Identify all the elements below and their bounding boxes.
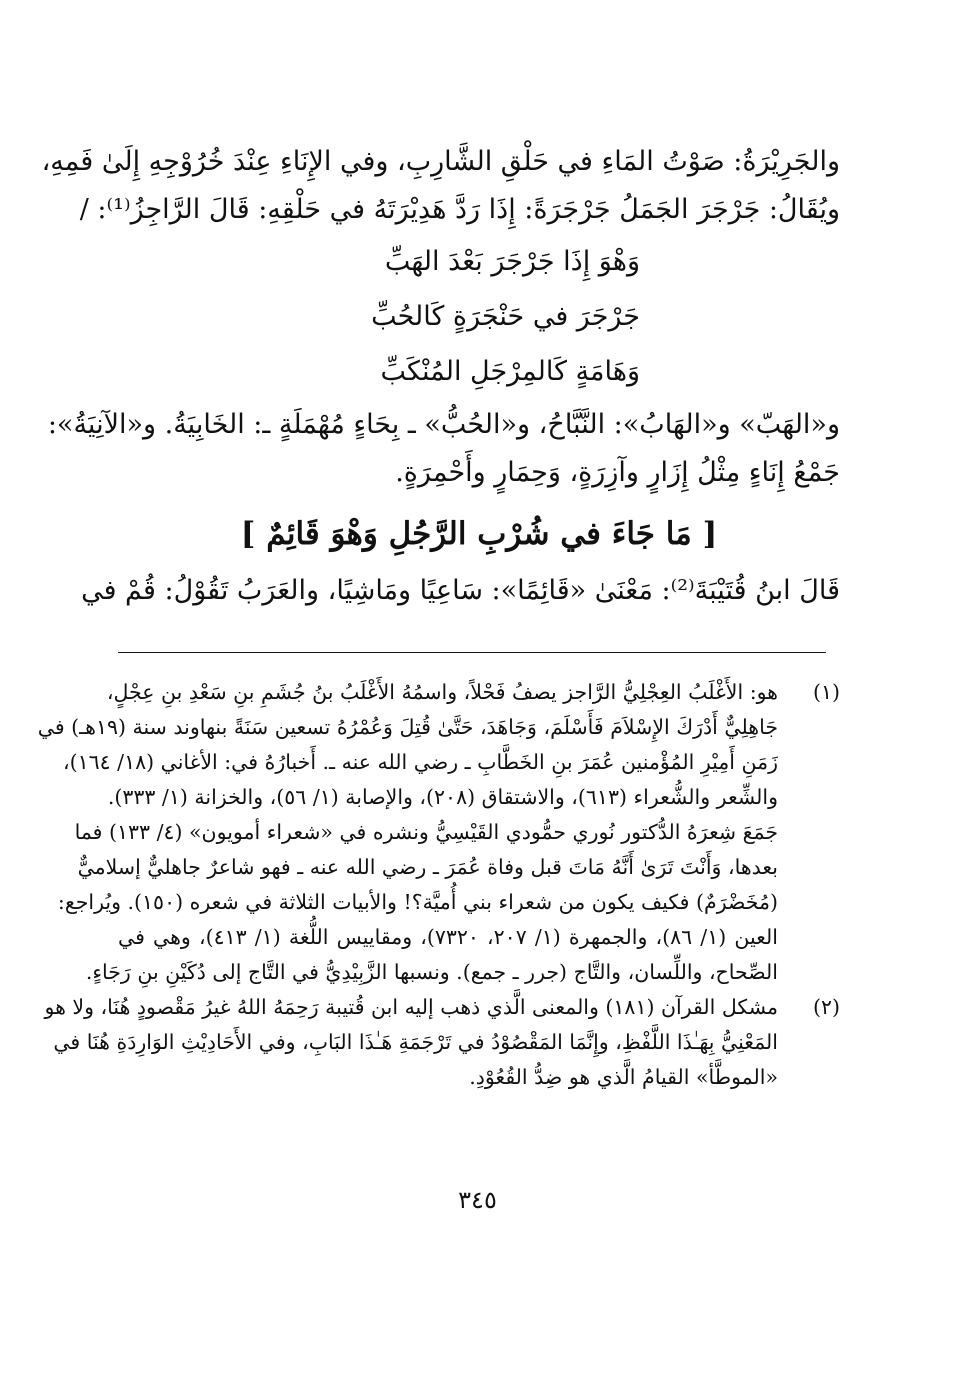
footnote-line: الصِّحاح، واللِّسان، والتَّاج (جرر ـ جمع). ونسبها الزَّبِيْدِيُّ في التَّاج إلى دُكَيْنِ بنِ رَجَاءٍ.: [85, 960, 778, 984]
footnote-line: مشكل القرآن (١٨١) والمعنى الَّذي ذهب إليه ابن قُتيبة رَحِمَهُ اللهُ غيرُ مَقْصودٍ هُنَا، ولا هو: [44, 995, 778, 1019]
footnote-line: جَاهِلِيٌّ أَدْرَكَ الإِسْلاَمَ فَأَسْلَمَ، وَجَاهَدَ، حَتَّىٰ قُتِلَ وَعُمْرُهُ تسعين سَنَةً بنهاوند سنة (١٩هـ) في: [37, 715, 778, 739]
body-line: جَمْعُ إِنَاءٍ مِثْلُ إِزَارٍ وآزِرَةٍ، وَحِمَارٍ وأَحْمِرَةٍ.: [395, 457, 840, 488]
footnote-line: والشِّعر والشُّعراء (٦١٣)، والاشتقاق (٢٠٨)، والإصابة (١/ ٥٦)، والخزانة (١/ ٣٣٣).: [107, 785, 778, 809]
footnote-line: جَمَعَ شِعرَهُ الدُّكتور نُوري حمُّودي القَيْسِيُّ ونشره في «شعراء أمويون» (٤/ ١٣٣) فما: [74, 820, 778, 844]
footnote-2: [44, 990, 840, 1095]
footnote-line: (مُخَضْرَمٌ) فكيف يكون من شعراء بني أُميَّة؟! والأبيات الثلاثة في شعره (١٥٠). ويُراجع:: [57, 890, 778, 914]
body-line: والجَرِيْرَةُ: صَوْتُ المَاءِ في حَلْقِ الشَّارِبِ، وفي الإِنَاءِ عِنْدَ خُرُوْجِهِ إِلَىٰ فَمِهِ،: [41, 146, 840, 177]
body-line: ويُقَالُ: جَرْجَرَ الجَمَلُ جَرْجَرَةً: إِذَا رَدَّ هَدِيْرَتَهُ في حَلْقِهِ: قَالَ الرَّاجِزُ⁽¹⁾: /: [79, 194, 840, 225]
body-line: قَالَ ابنُ قُتَيْبَةَ⁽²⁾: مَعْنَىٰ «قَائِمًا»: سَاعِيًا ومَاشِيًا، والعَرَبُ تَقُوْلُ: قُمْ في: [81, 575, 840, 606]
footnote-line: المَعْنِيُّ بِهَـٰذَا اللَّفْظِ، وإِنَّمَا المَقْصُوْدُ في تَرْجَمَةِ هَـٰذَا البَابِ، وفي الأَحَادِيْثِ الوَارِدَةِ هُنَا في: [53, 1030, 778, 1054]
footnote-number: (٢): [812, 995, 840, 1019]
footnote-line: بعدها، وَأَنْتَ تَرَىٰ أَنَّهُ مَاتَ قبل وفاة عُمَرَ ـ رضي الله عنه ـ فهو شاعرٌ جاهليٌّ إسلاميٌّ: [77, 855, 778, 879]
body-line: و«الهَبّ» و«الهَابُ»: النَّبَّاحُ، و«الحُبُّ» ـ بِحَاءٍ مُهْمَلَةٍ ـ: الخَابِيَةُ. و«الآنِيَةُ»:: [47, 409, 840, 440]
footnote-line: هو: الأَغْلَبُ العِجْلِيُّ الرَّاجز يصفُ فَحْلاً، واسمُهُ الأَغْلَبُ بنُ جُشَمِ بنِ سَعْدِ بنِ عِجْلٍ،: [106, 680, 778, 704]
footnote-number: (١): [812, 680, 840, 704]
main-text: [41, 138, 840, 615]
section-heading: [ مَا جَاءَ في شُرْبِ الرَّجُلِ وَهْوَ قَائِمٌ ]: [240, 516, 718, 552]
poem-verse: جَرْجَرَ في حَنْجَرَةٍ كَالحُبِّ: [371, 301, 640, 332]
footnote-1: [37, 675, 840, 990]
poem-verse: وَهْوَ إِذَا جَرْجَرَ بَعْدَ الهَبِّ: [384, 246, 640, 277]
page-number: ٣٤٥: [458, 1186, 497, 1214]
footnotes: [37, 675, 840, 1095]
footnote-line: «الموطَّأ» القيامُ الَّذي هو ضِدُّ القُعُوْدِ.: [469, 1065, 778, 1089]
footnote-separator: [118, 652, 826, 653]
poem-verse: وَهَامَةٍ كَالمِرْجَلِ المُنْكَبِّ: [380, 356, 640, 387]
footnote-line: زَمَنِ أَمِيْرِ المُؤْمنين عُمَرَ بنِ الخَطَّابِ ـ رضي الله عنه ـ. أَخبارُهُ في: الأغاني (١٨/ ١٦٤)،: [62, 750, 778, 774]
footnote-line: العين (١/ ٨٦)، والجمهرة (١/ ٢٠٧، ٧٣٢٠)، ومقاييس اللُّغة (١/ ٤١٣)، وهي في: [118, 925, 778, 949]
